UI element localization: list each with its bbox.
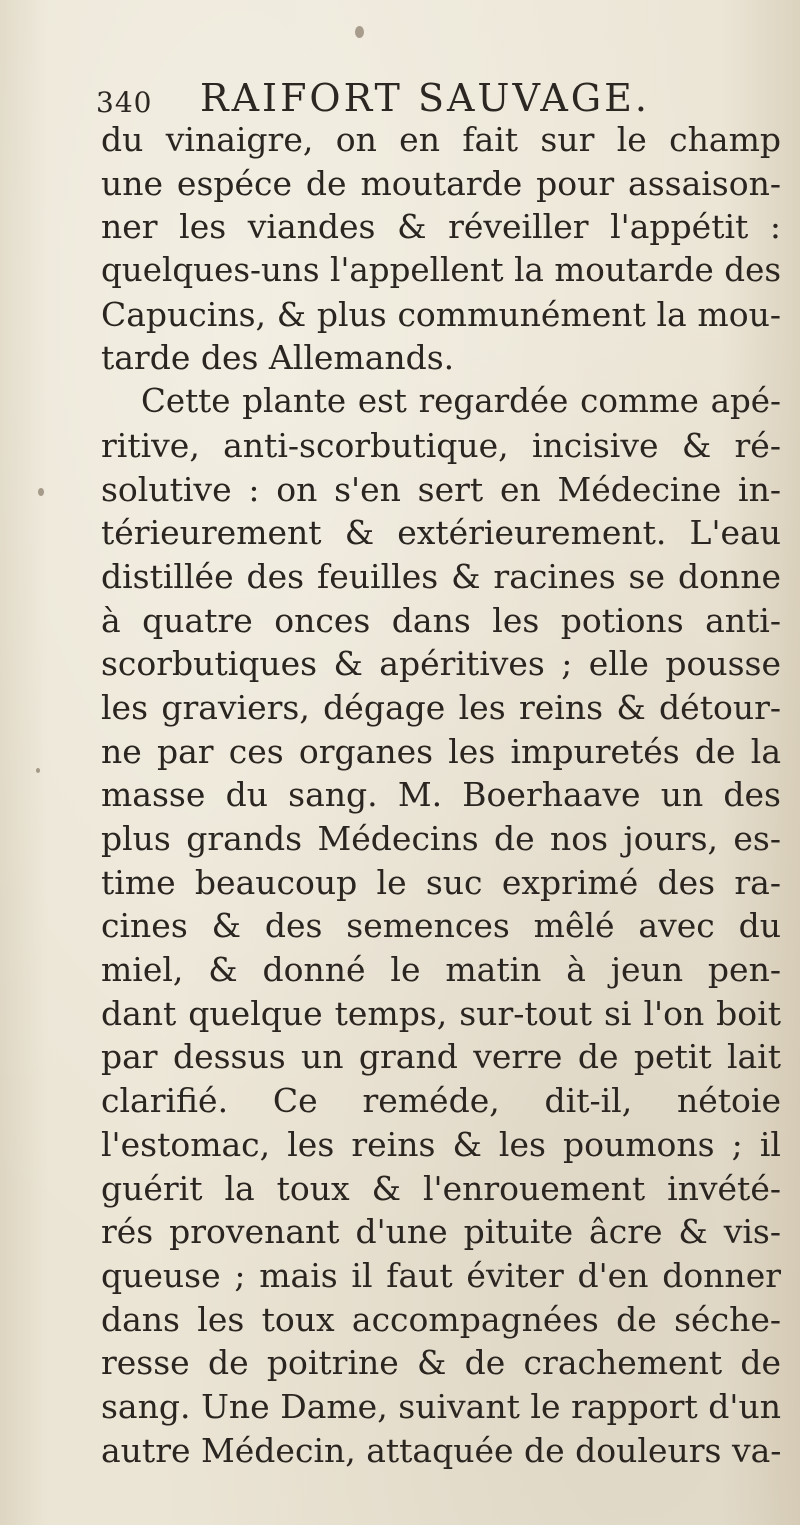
text-line: ner les viandes & réveiller l'appétit : [101,207,781,247]
text-line: time beaucoup le suc exprimé des ra- [101,862,781,902]
text-line: Cette plante est regardée comme apé- [141,382,781,421]
text-line: tarde des Allemands. [101,338,455,378]
text-line: térieurement & extérieurement. L'eau [101,513,781,553]
text-line: guérit la toux & l'enrouement invété- [101,1168,781,1208]
text-line: une espéce de moutarde pour assaison- [101,163,781,203]
page-number: 340 [96,86,153,119]
text-line: distillée des feuilles & racines se donne [101,556,781,596]
text-line: resse de poitrine & de crachement de [101,1343,781,1383]
running-head: RAIFORT SAUVAGE. [200,76,650,120]
paper-speck [38,488,44,496]
text-line: du vinaigre, on en fait sur le champ [101,120,781,159]
body-text [101,118,781,1472]
text-line: masse du sang. M. Boerhaave un des [101,775,781,815]
text-line: les graviers, dégage les reins & détour- [101,687,781,727]
text-line: dans les toux accompagnées de séche- [101,1299,781,1339]
paper-speck [355,26,364,38]
text-line: queuse ; mais il faut éviter d'en donner [101,1255,781,1295]
text-line: clarifié. Ce reméde, dit-il, nétoie [101,1081,781,1121]
text-line: solutive : on s'en sert en Médecine in- [101,469,781,509]
page-header [96,76,736,122]
text-line: cines & des semences mêlé avec du [101,906,781,946]
text-line: scorbutiques & apéritives ; elle pousse [101,644,781,684]
text-line: rés provenant d'une pituite âcre & vis- [101,1212,781,1252]
text-line: quelques-uns l'appellent la moutarde des [101,251,781,290]
text-line: miel, & donné le matin à jeun pen- [101,950,781,990]
text-line: par dessus un grand verre de petit lait [101,1037,781,1077]
text-line: plus grands Médecins de nos jours, es- [101,819,781,858]
paper-speck [36,768,40,773]
text-line: l'estomac, les reins & les poumons ; il [101,1124,781,1164]
text-line: sang. Une Dame, suivant le rapport d'un [101,1386,781,1426]
text-line: ne par ces organes les impuretés de la [101,731,781,771]
text-line: Capucins, & plus communément la mou- [101,294,781,334]
text-line: autre Médecin, attaquée de douleurs va- [101,1430,781,1470]
text-line: à quatre onces dans les potions anti- [101,600,781,640]
text-line: ritive, anti-scorbutique, incisive & ré- [101,425,781,465]
text-line: dant quelque temps, sur-tout si l'on boit [101,993,781,1033]
